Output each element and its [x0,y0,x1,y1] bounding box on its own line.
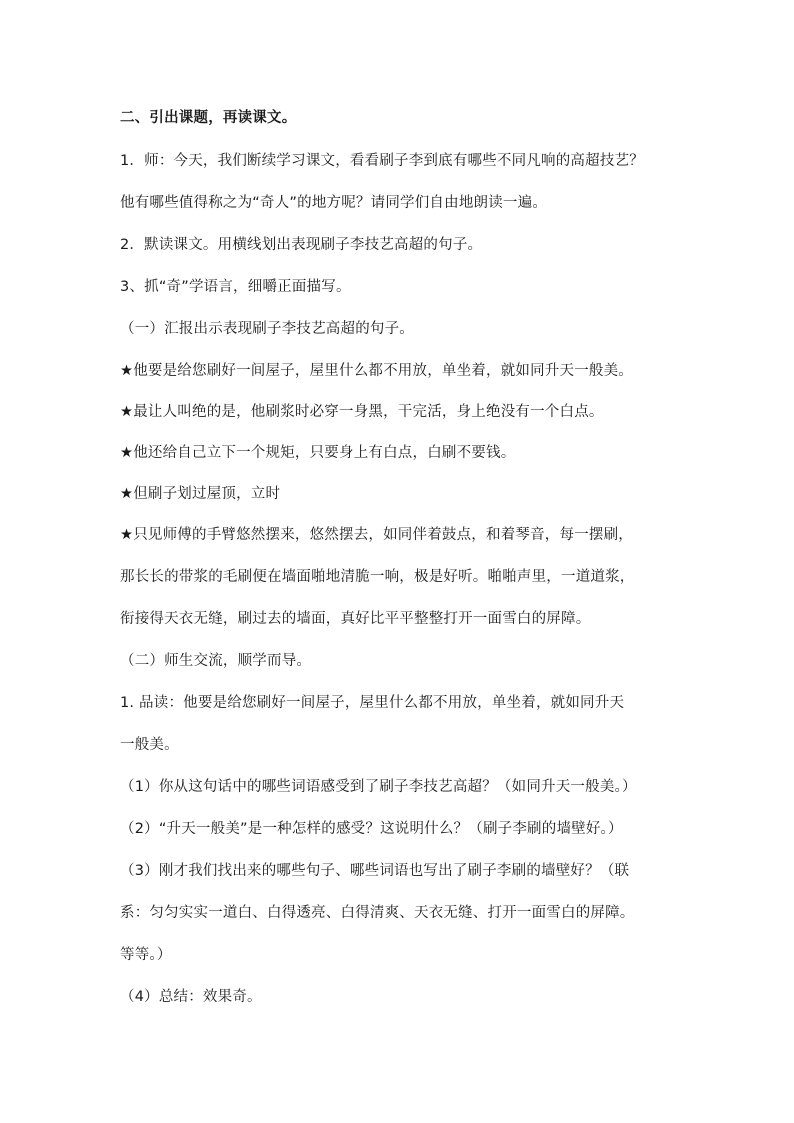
paragraph-line: ★但刷子划过屋顶，立时 [120,486,281,502]
paragraph-line: 系：匀匀实实一道白、白得透亮、白得清爽、天衣无缝、打开一面雪白的屏障。 [120,905,635,921]
paragraph-line: ★最让人叫绝的是，他刷浆时必穿一身黑，干完活，身上绝没有一个白点。 [120,404,604,420]
paragraph-line: 一般美。 [120,737,179,753]
paragraph-line: 那长长的带浆的毛刷便在墙面啪地清脆一响，极是好听。啪啪声里，一道道浆， [120,569,635,585]
paragraph-line: 3、抓“奇”学语言，细嚼正面描写。 [120,279,351,295]
paragraph-line: （二）师生交流，顺学而导。 [120,653,312,669]
paragraph-line: 1．师：今天，我们断续学习课文，看看刷子李到底有哪些不同凡响的高超技艺？ [120,153,644,169]
paragraph-line: （4）总结：效果奇。 [120,989,262,1005]
paragraph-line: 他有哪些值得称之为“奇人”的地方呢？请同学们自由地朗读一遍。 [120,195,548,211]
paragraph-line: （一）汇报出示表现刷子李技艺高超的句子。 [120,321,414,337]
paragraph-line: ★只见师傅的手臂悠然摆来，悠然摆去，如同伴着鼓点，和着琴音，每一摆刷， [120,527,633,543]
paragraph-line: 衔接得天衣无缝，刷过去的墙面，真好比平平整整打开一面雪白的屏障。 [120,611,591,627]
paragraph-line: 等等。） [120,947,172,963]
paragraph-line: （2）“升天一般美”是一种怎样的感受？这说明什么？（刷子李刷的墙壁好。） [120,821,623,837]
paragraph-line: （1）你从这句话中的哪些词语感受到了刷子李技艺高超？（如同升天一般美。） [120,779,637,795]
paragraph-line: ★他还给自己立下一个规矩，只要身上有白点，白刷不要钱。 [120,445,516,461]
section-heading: 二、引出课题，再读课文。 [120,110,297,126]
paragraph-line: 1. 品读：他要是给您刷好一间屋子，屋里什么都不用放，单坐着，就如同升天 [120,695,625,711]
paragraph-line: ★他要是给您刷好一间屋子，屋里什么都不用放，单坐着，就如同升天一般美。 [120,363,633,379]
paragraph-line: （3）刚才我们找出来的哪些句子、哪些词语也写出了刷子李刷的墙壁好？（联 [120,863,630,879]
paragraph-line: 2．默读课文。用横线划出表现刷子李技艺高超的句子。 [120,237,483,253]
